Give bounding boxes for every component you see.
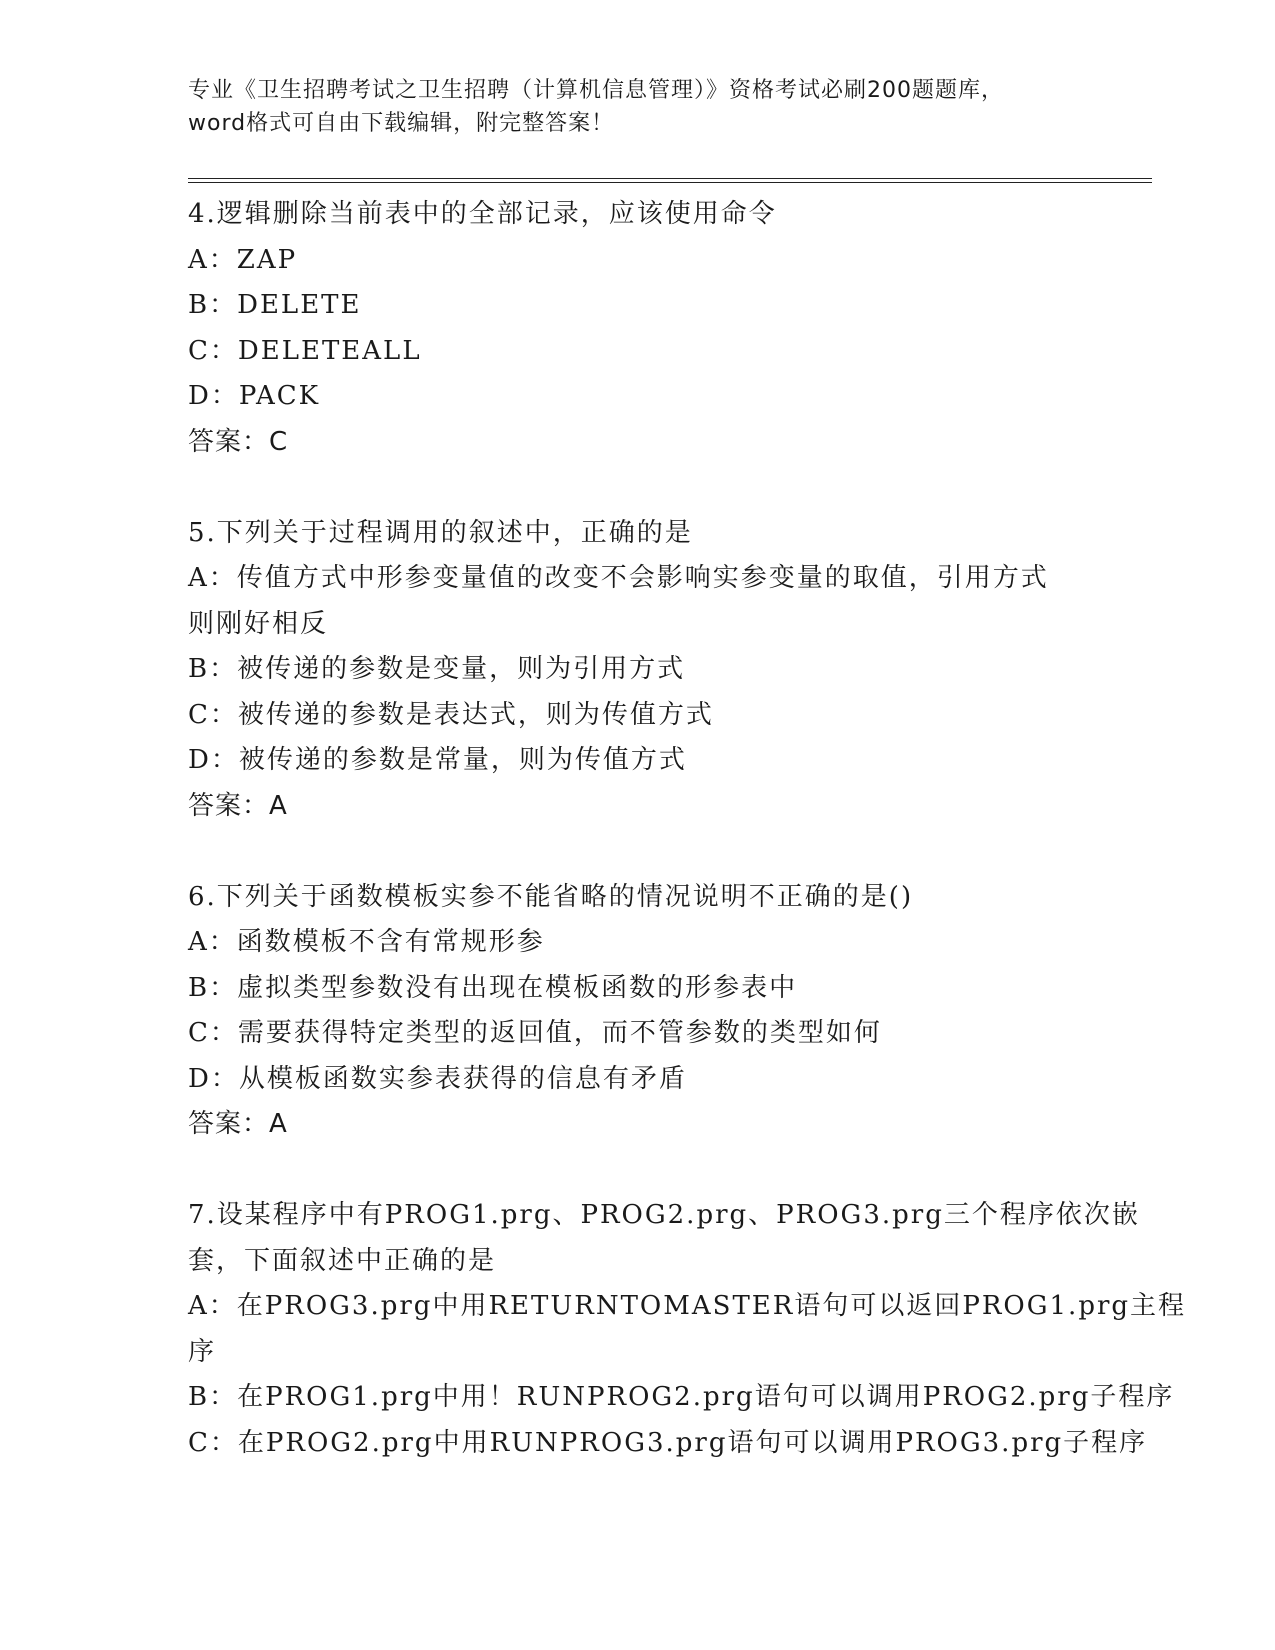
question-stem: 6.下列关于函数模板实参不能省略的情况说明不正确的是(): [188, 881, 914, 912]
header-line-2: word格式可自由下载编辑，附完整答案！: [188, 111, 615, 136]
option-a: A：函数模板不含有常规形参: [188, 927, 545, 957]
option-d: D：被传递的参数是常量，则为传值方式: [188, 745, 687, 775]
spacer: [188, 1148, 1088, 1194]
option-a: A：传值方式中形参变量值的改变不会影响实参变量的取值，引用方式: [188, 563, 1049, 593]
option-a-continued: 序: [188, 1336, 217, 1367]
question-block: [188, 511, 1088, 875]
question-stem: 5.下列关于过程调用的叙述中，正确的是: [188, 517, 693, 548]
option-c: C：需要获得特定类型的返回值，而不管参数的类型如何: [188, 1018, 882, 1048]
option-a: A：ZAP: [188, 244, 298, 275]
option-a-continued: 则刚好相反: [188, 608, 329, 639]
answer-label: 答案：A: [188, 790, 288, 821]
spacer: [188, 465, 1088, 511]
question-list: [188, 192, 1187, 1466]
option-a: A：在PROG3.prg中用RETURNTOMASTER语句可以返回PROG1.prg主程: [188, 1291, 1187, 1321]
option-b: B：DELETE: [188, 290, 362, 320]
option-d: D：PACK: [188, 381, 321, 411]
option-c: C：被传递的参数是表达式，则为传值方式: [188, 699, 714, 730]
question-block: [188, 875, 1088, 1194]
question-stem-continued: 套，下面叙述中正确的是: [188, 1245, 497, 1276]
option-b: B：在PROG1.prg中用！RUNPROG2.prg语句可以调用PROG2.prg子程序: [188, 1382, 1175, 1412]
document-header: [188, 74, 1088, 140]
spacer: [188, 829, 1088, 875]
question-stem: 4.逻辑删除当前表中的全部记录，应该使用命令: [188, 199, 777, 229]
option-d: D：从模板函数实参表获得的信息有矛盾: [188, 1063, 687, 1094]
question-block: [188, 192, 1088, 511]
header-divider-top: [188, 178, 1152, 179]
question-stem: 7.设某程序中有PROG1.prg、PROG2.prg、PROG3.prg三个程序依次嵌: [188, 1200, 1140, 1230]
option-c: C：在PROG2.prg中用RUNPROG3.prg语句可以调用PROG3.prg子程序: [188, 1427, 1148, 1458]
answer-label: 答案：C: [188, 426, 289, 457]
option-c: C：DELETEALL: [188, 335, 422, 366]
header-divider-bottom: [188, 182, 1152, 183]
header-line-1: 专业《卫生招聘考试之卫生招聘（计算机信息管理）》资格考试必刷200题题库，: [188, 78, 1004, 103]
answer-label: 答案：A: [188, 1109, 288, 1139]
option-b: B：虚拟类型参数没有出现在模板函数的形参表中: [188, 972, 798, 1003]
option-b: B：被传递的参数是变量，则为引用方式: [188, 654, 686, 684]
question-block: [188, 1193, 1187, 1466]
